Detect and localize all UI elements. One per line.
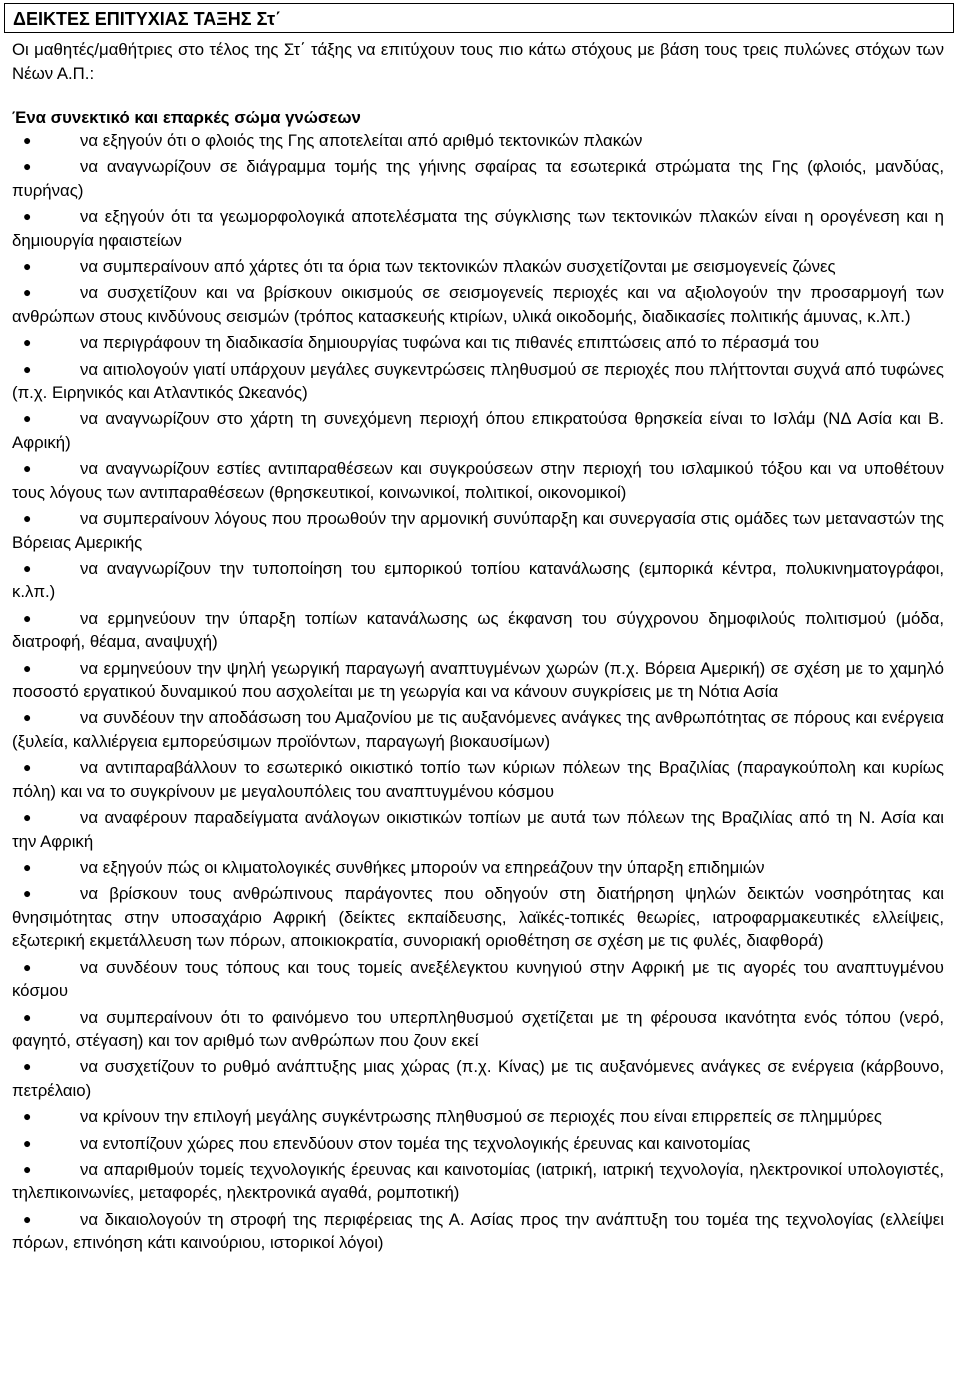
bullet-icon: ● — [23, 334, 32, 351]
list-item — [12, 806, 944, 853]
goal-text: να αντιπαραβάλλουν το εσωτερικό οικιστικό τοπίο των κύριων πόλεων της Βραζιλίας (παραγκούπολη και κυρίως πόλη) και να το συγκρίνουν με μεγαλουπόλεις του αναπτυγμένου κόσμου — [12, 758, 944, 801]
bullet-icon: ● — [23, 158, 32, 175]
list-item — [12, 607, 944, 654]
list-item — [12, 331, 944, 355]
goal-text: να αναγνωρίζουν στο χάρτη τη συνεχόμενη περιοχή όπου επικρατούσα θρησκεία είναι το Ισλάμ (ΝΔ Ασία και Β. Αφρική) — [12, 409, 944, 452]
bullet-icon: ● — [23, 1210, 32, 1227]
bullet-icon: ● — [23, 258, 32, 275]
list-item — [12, 1105, 944, 1129]
goal-text: να συσχετίζουν το ρυθμό ανάπτυξης μιας χώρας (π.χ. Κίνας) με τις αυξανόμενες ανάγκες σε ενέργεια (κάρβουνο, πετρέλαιο) — [12, 1057, 944, 1100]
goal-text: να συσχετίζουν και να βρίσκουν οικισμούς σε σεισμογενείς περιοχές και να αξιολογούν την προσαρμογή των ανθρώπων στους κινδύνους σεισμών (τρόπος κατασκευής κτιρίων, υλικά οικοδομής, διαδικασίες πολιτικής άμυνας, κ.λπ.) — [12, 283, 944, 326]
list-item — [12, 1006, 944, 1053]
list-item — [12, 457, 944, 504]
intro-paragraph: Οι μαθητές/μαθήτριες στο τέλος της Στ΄ τάξης να επιτύχουν τους πιο κάτω στόχους με βάση τους τρεις πυλώνες στόχων των Νέων Α.Π.: — [12, 40, 944, 83]
goal-text: να εξηγούν ότι ο φλοιός της Γης αποτελείται από αριθμό τεκτονικών πλακών — [80, 131, 643, 150]
goal-text: να ερμηνεύουν την ύπαρξη τοπίων κατανάλωσης ως έκφανση του σύγχρονου δημοφιλούς πολιτισμού (μόδα, διατροφή, θέαμα, αναψυχή) — [12, 608, 944, 652]
goal-text: να συμπεραίνουν λόγους που προωθούν την αρμονική συνύπαρξη και συνεργασία στις ομάδες των μεταναστών της Βόρειας Αμερικής — [12, 509, 944, 552]
list-item — [12, 255, 944, 279]
bullet-icon: ● — [23, 1108, 32, 1125]
section-heading: Ένα συνεκτικό και επαρκές σώμα γνώσεων — [12, 108, 361, 127]
bullet-icon: ● — [23, 659, 32, 676]
goal-text: να βρίσκουν τους ανθρώπινους παράγοντες που οδηγούν στη διατήρηση ψηλών δεικτών νοσηρότητας και θνησιμότητας στην υποσαχάριο Αφρική (δείκτες εκπαίδευσης, λαϊκές-τοπικές θεωρίες, ιατροφαρμακευτικές ελλείψεις, εξωτερική εκμετάλλευση των πόρων, αποικιοκρατία, συνοριακή οριοθέτηση σε σχέση με τις φυλές, διαφθορά) — [12, 884, 944, 951]
goal-text: να αναγνωρίζουν εστίες αντιπαραθέσεων και συγκρούσεων στην περιοχή του ισλαμικού τόξου και να υποθέτουν τους λόγους των αντιπαραθέσεων (θρησκευτικοί, κοινωνικοί, πολιτικοί, οικονομικοί) — [12, 459, 944, 502]
bullet-icon: ● — [23, 958, 32, 975]
goal-text: να αναφέρουν παραδείγματα ανάλογων οικιστικών τοπίων με αυτά των πόλεων της Βραζιλίας από τη Ν. Ασία και την Αφρική — [12, 808, 944, 851]
bullet-icon: ● — [23, 709, 32, 726]
bullet-icon: ● — [23, 132, 32, 148]
goal-text: να ερμηνεύουν την ψηλή γεωργική παραγωγή αναπτυγμένων χωρών (π.χ. Βόρεια Αμερική) σε σχέση με το χαμηλό ποσοστό εργατικού δυναμικού που ασχολείται με τη γεωργία και να κάνουν συγκρίσεις με τη Νότια Ασία — [12, 658, 944, 702]
goal-text: να αναγνωρίζουν σε διάγραμμα τομής της γήινης σφαίρας τα εσωτερικά στρώματα της Γης (φλοιός, μανδύας, πυρήνας) — [12, 157, 944, 200]
bullet-icon: ● — [23, 460, 32, 477]
goal-text: να απαριθμούν τομείς τεχνολογικής έρευνας και καινοτομίας (ιατρική, ιατρική τεχνολογία, ηλεκτρονικοί υπολογιστές, τηλεπικοινωνίες, μεταφορές, ηλεκτρονικά αγαθά, ρομποτική) — [12, 1159, 944, 1203]
bullet-icon: ● — [23, 559, 32, 576]
goal-text: να εξηγούν ότι τα γεωμορφολογικά αποτελέσματα της σύγκλισης των τεκτονικών πλακών είναι η ορογένεση και η δημιουργία ηφαιστείων — [12, 207, 944, 250]
bullet-icon: ● — [23, 360, 32, 377]
bullet-icon: ● — [23, 1134, 32, 1151]
list-item — [12, 882, 944, 953]
goal-text: να αναγνωρίζουν την τυποποίηση του εμπορικού τοπίου κατανάλωσης (εμπορικά κέντρα, πολυκινηματογράφοι, κ.λπ.) — [12, 558, 944, 602]
bullet-icon: ● — [23, 809, 32, 826]
bullet-icon: ● — [23, 1058, 32, 1075]
document-title: ΔΕΙΚΤΕΣ ΕΠΙΤΥΧΙΑΣ ΤΑΞΗΣ Στ΄ — [13, 9, 282, 29]
list-item — [12, 129, 944, 153]
list-item — [12, 756, 944, 803]
bullet-icon: ● — [23, 208, 32, 225]
list-item — [12, 155, 944, 202]
goal-text: να κρίνουν την επιλογή μεγάλης συγκέντρωσης πληθυσμού σε περιοχές που είναι επιρρεπείς σε πλημμύρες — [80, 1107, 882, 1127]
goal-list — [12, 129, 944, 1258]
list-item — [12, 407, 944, 454]
goal-text: να εντοπίζουν χώρες που επενδύουν στον τομέα της τεχνολογικής έρευνας και καινοτομίας — [80, 1133, 751, 1153]
list-item — [12, 706, 944, 753]
title-box — [4, 3, 954, 33]
list-item — [12, 956, 944, 1003]
bullet-icon: ● — [23, 859, 32, 875]
bullet-icon: ● — [23, 885, 32, 902]
bullet-icon: ● — [23, 759, 32, 776]
list-item — [12, 1132, 944, 1156]
list-item — [12, 557, 944, 604]
bullet-icon: ● — [23, 1160, 32, 1177]
list-item — [12, 281, 944, 328]
bullet-icon: ● — [23, 410, 32, 427]
goal-text: να συνδέουν την αποδάσωση του Αμαζονίου με τις αυξανόμενες ανάγκες της ανθρωπότητας σε πόρους και ενέργεια (ξυλεία, καλλιέργεια εμπορεύσιμων προϊόντων, παραγωγή βιοκαυσίμων) — [12, 708, 944, 751]
list-item — [12, 507, 944, 554]
goal-text: να συμπεραίνουν από χάρτες ότι τα όρια των τεκτονικών πλακών συσχετίζονται με σεισμογενείς ζώνες — [80, 257, 836, 277]
list-item — [12, 657, 944, 704]
goal-text: να δικαιολογούν τη στροφή της περιφέρειας της Α. Ασίας προς την ανάπτυξη του τομέα της τεχνολογίας (ελλείψει πόρων, επινόηση κάτι καινούριου, ιστορικοί λόγοι) — [12, 1209, 944, 1253]
bullet-icon: ● — [23, 609, 32, 626]
goal-text: να συμπεραίνουν ότι το φαινόμενο του υπερπληθυσμού σχετίζεται με τη φέρουσα ικανότητα ενός τόπου (νερό, φαγητό, στέγαση) και τον αριθμό των ανθρώπων που ζουν εκεί — [12, 1007, 944, 1051]
goal-text: να περιγράφουν τη διαδικασία δημιουργίας τυφώνα και τις πιθανές επιπτώσεις από το πέρασμά του — [80, 333, 819, 353]
list-item — [12, 1158, 944, 1205]
goal-text: να συνδέουν τους τόπους και τους τομείς ανεξέλεγκτου κυνηγιού στην Αφρική με τις αγορές του αναπτυγμένου κόσμου — [12, 957, 944, 1001]
list-item — [12, 1055, 944, 1102]
list-item — [12, 358, 944, 405]
bullet-icon: ● — [23, 1008, 32, 1025]
goal-text: να αιτιολογούν γιατί υπάρχουν μεγάλες συγκεντρώσεις πληθυσμού σε περιοχές που πλήττονται συχνά από τυφώνες (π.χ. Ειρηνικός και Ατλαντικός Ωκεανός) — [12, 359, 944, 403]
list-item — [12, 205, 944, 252]
goal-text: να εξηγούν πώς οι κλιματολογικές συνθήκες μπορούν να επηρεάζουν την ύπαρξη επιδημιών — [80, 858, 765, 877]
bullet-icon: ● — [23, 510, 32, 527]
bullet-icon: ● — [23, 284, 32, 301]
list-item — [12, 856, 944, 880]
list-item — [12, 1208, 944, 1255]
